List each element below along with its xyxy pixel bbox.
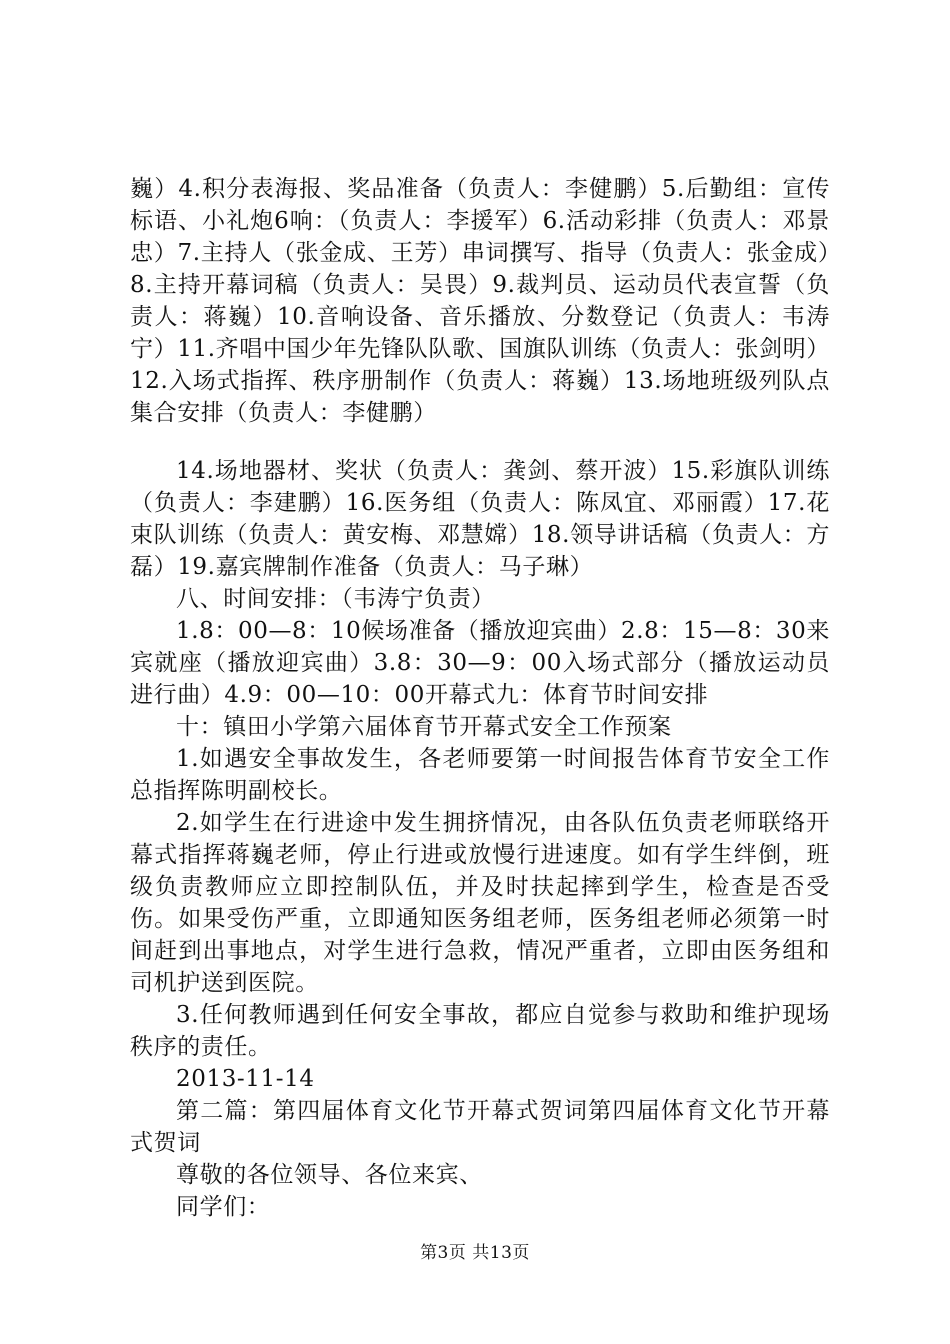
paragraph-schedule-items: 1.8：00—8：10候场准备（播放迎宾曲）2.8：15—8：30来宾就座（播放迎宾曲）3.8：30—9：00入场式部分（播放运动员进行曲）4.9：00—10：00开幕式九：体育节时间安排: [130, 618, 830, 708]
salutation-line-1: 尊敬的各位领导、各位来宾、: [176, 1162, 483, 1188]
paragraph-safety-item-3: 3.任何教师遇到任何安全事故，都应自觉参与救助和维护现场秩序的责任。: [130, 1002, 830, 1060]
document-date: 2013-11-14: [176, 1066, 315, 1092]
section-heading-safety-plan: 十：镇田小学第六届体育节开幕式安全工作预案: [176, 714, 672, 740]
page-number-footer: 第3页 共13页: [420, 1243, 530, 1263]
paragraph-task-list-continued: 巍）4.积分表海报、奖品准备（负责人：李健鹏）5.后勤组：宣传标语、小礼炮6响：（负责人：李援军）6.活动彩排（负责人：邓景忠）7.主持人（张金成、王芳）串词撰写、指导（负责人：张金成）8.主持开幕词稿（负责人：吴畏）9.裁判员、运动员代表宣誓（负责人：蒋巍）10.音响设备、音乐播放、分数登记（负责人：韦涛宁）11.齐唱中国少年先锋队队歌、国旗队训练（负责人：张剑明）12.入场式指挥、秩序册制作（负责人：蒋巍）13.场地班级列队点集合安排（负责人：李健鹏）: [130, 176, 830, 426]
paragraph-safety-item-1: 1.如遇安全事故发生，各老师要第一时间报告体育节安全工作总指挥陈明副校长。: [130, 746, 830, 804]
paragraph-safety-item-2: 2.如学生在行进途中发生拥挤情况，由各队伍负责老师联络开幕式指挥蒋巍老师，停止行进或放慢行进速度。如有学生绊倒，班级负责教师应立即控制队伍，并及时扶起摔到学生，检查是否受伤。如果受伤严重，立即通知医务组老师，医务组老师必须第一时间赶到出事地点，对学生进行急救，情况严重者，立即由医务组和司机护送到医院。: [130, 810, 830, 996]
section-heading-schedule: 八、时间安排：（韦涛宁负责）: [176, 586, 495, 612]
section-heading-part-two: 第二篇：第四届体育文化节开幕式贺词第四届体育文化节开幕式贺词: [130, 1098, 830, 1156]
document-body: [130, 173, 830, 1223]
salutation-line-2: 同学们：: [176, 1194, 271, 1220]
paragraph-task-list-14-19: 14.场地器材、奖状（负责人：龚剑、蔡开波）15.彩旗队训练（负责人：李建鹏）16.医务组（负责人：陈凤宜、邓丽霞）17.花束队训练（负责人：黄安梅、邓慧嫦）18.领导讲话稿（负责人：方磊）19.嘉宾牌制作准备（负责人：马子琳）: [130, 458, 830, 580]
